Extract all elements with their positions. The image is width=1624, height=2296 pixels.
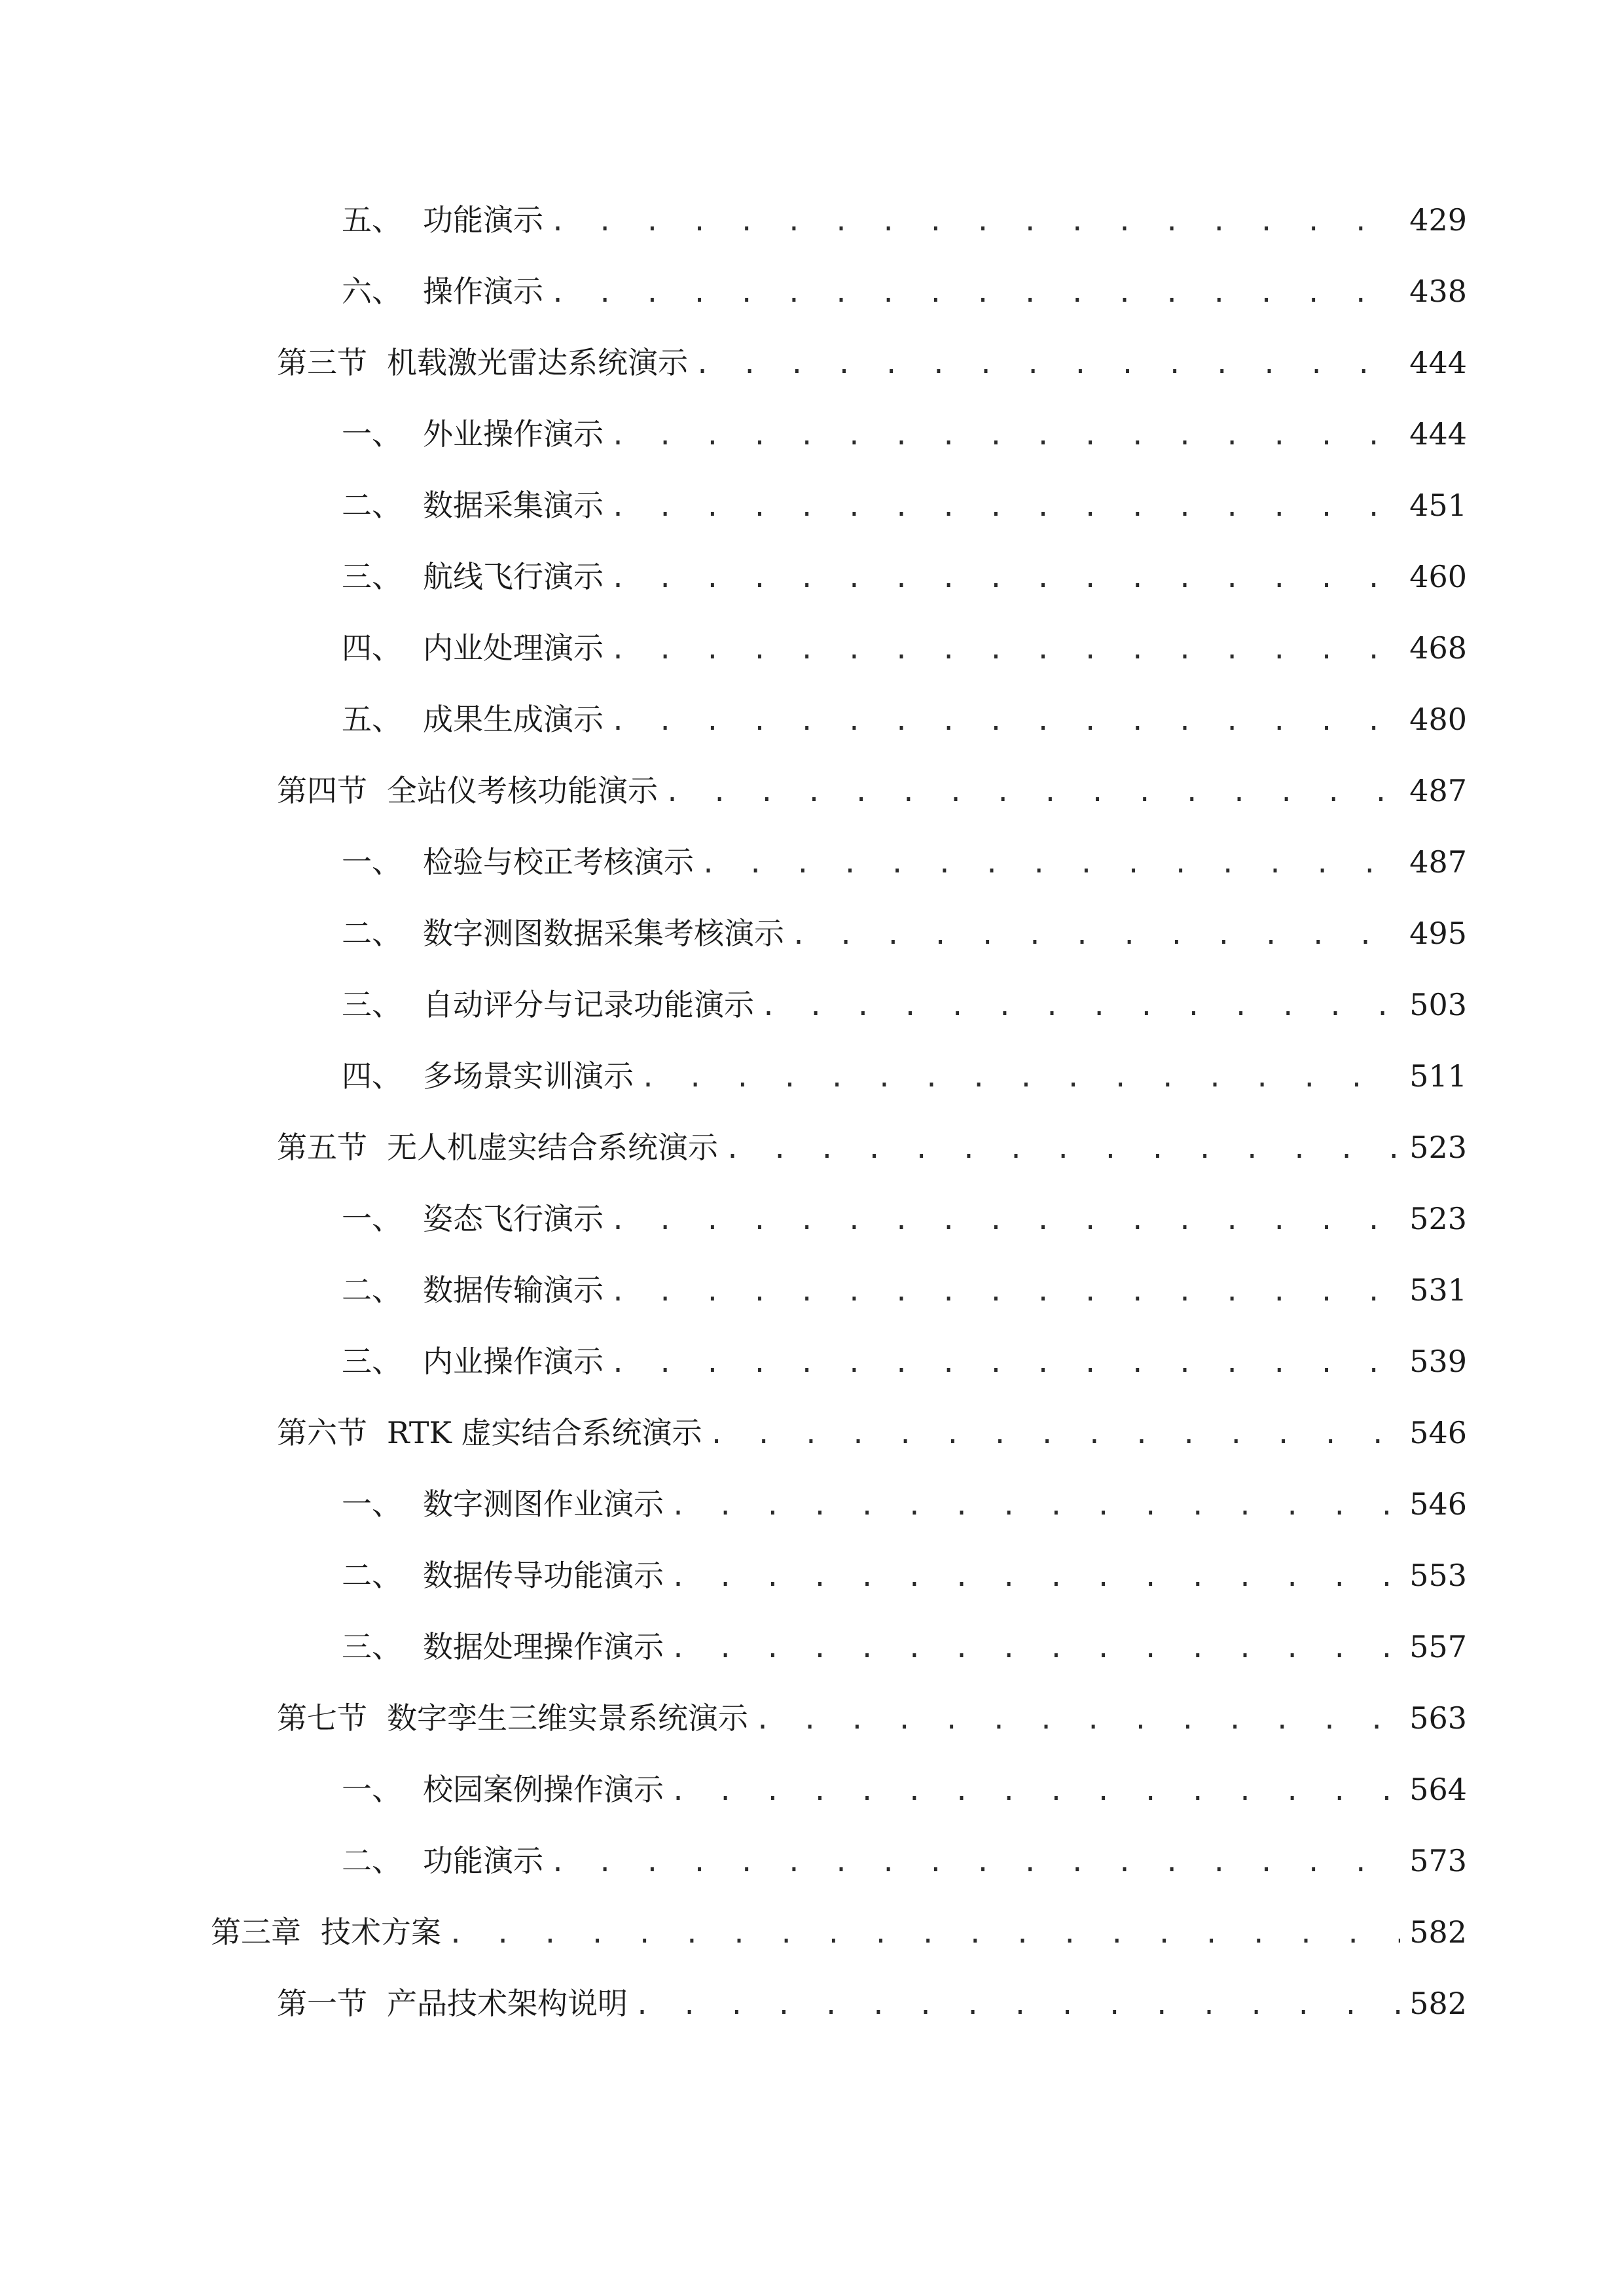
toc-entry-page: 495 <box>1409 916 1467 951</box>
toc-entry-page: 563 <box>1409 1700 1467 1736</box>
toc-entry-number: 二、 <box>342 1272 402 1308</box>
toc-entry[interactable] <box>277 1407 1467 1459</box>
toc-entry-number: 一、 <box>342 844 402 880</box>
dot-leader <box>761 980 1400 1033</box>
toc-entry-number: 四、 <box>342 630 402 666</box>
toc-entry[interactable] <box>342 1549 1467 1602</box>
toc-entry[interactable] <box>342 836 1467 888</box>
toc-entry-number: 三、 <box>342 559 402 594</box>
toc-entry-number: 第一节 <box>277 1986 367 2021</box>
toc-entry-page: 546 <box>1409 1486 1467 1522</box>
toc-entry[interactable] <box>211 1906 1467 1958</box>
toc-entry-number: 第六节 <box>277 1415 367 1450</box>
toc-entry-number: 第五节 <box>277 1130 367 1165</box>
toc-entry-title: 操作演示 <box>423 274 543 309</box>
toc-entry-page: 444 <box>1409 416 1467 452</box>
toc-entry-number: 第四节 <box>277 773 367 808</box>
dot-leader <box>610 624 1400 676</box>
toc-entry-page: 480 <box>1409 702 1467 737</box>
toc-entry[interactable] <box>342 1763 1467 1816</box>
toc-entry-number: 三、 <box>342 1344 402 1379</box>
toc-entry-title: 产品技术架构说明 <box>387 1986 628 2021</box>
toc-entry[interactable] <box>342 265 1467 317</box>
toc-entry-page: 487 <box>1409 773 1467 808</box>
dot-leader <box>670 1623 1400 1675</box>
toc-entry-number: 三、 <box>342 1629 402 1664</box>
dot-leader <box>610 552 1400 605</box>
dot-leader <box>550 196 1400 248</box>
dot-leader <box>695 338 1400 391</box>
dot-leader <box>664 766 1400 819</box>
toc-entry[interactable] <box>277 1121 1467 1174</box>
toc-entry[interactable] <box>342 1478 1467 1530</box>
toc-entry-page: 487 <box>1409 844 1467 880</box>
dot-leader <box>550 267 1400 319</box>
dot-leader <box>610 1194 1400 1247</box>
toc-entry-title: 机载激光雷达系统演示 <box>387 345 688 380</box>
toc-entry-page: 429 <box>1409 202 1467 238</box>
toc-entry-number: 第三章 <box>211 1914 301 1950</box>
toc-entry-number: 三、 <box>342 987 402 1022</box>
toc-entry-page: 564 <box>1409 1772 1467 1807</box>
toc-entry-title: 数字测图作业演示 <box>423 1486 664 1522</box>
toc-entry-title: 功能演示 <box>423 1843 543 1878</box>
toc-entry-number: 一、 <box>342 1772 402 1807</box>
toc-entry-page: 546 <box>1409 1415 1467 1450</box>
toc-entry-page: 539 <box>1409 1344 1467 1379</box>
toc-entry-page: 503 <box>1409 987 1467 1022</box>
dot-leader <box>700 838 1400 890</box>
toc-entry[interactable] <box>342 907 1467 960</box>
toc-entry[interactable] <box>342 1193 1467 1245</box>
toc-entry-number: 第七节 <box>277 1700 367 1736</box>
toc-entry-number: 二、 <box>342 1843 402 1878</box>
toc-entry[interactable] <box>342 1835 1467 1887</box>
toc-entry-title: 数据处理操作演示 <box>423 1629 664 1664</box>
toc-entry-number: 二、 <box>342 916 402 951</box>
toc-entry[interactable] <box>342 194 1467 246</box>
toc-entry-title: 数据采集演示 <box>423 488 604 523</box>
dot-leader <box>791 909 1400 961</box>
toc-entry-number: 二、 <box>342 1558 402 1593</box>
toc-entry-page: 444 <box>1409 345 1467 380</box>
toc-entry-title: 内业操作演示 <box>423 1344 604 1379</box>
toc-entry-page: 573 <box>1409 1843 1467 1878</box>
toc-entry-number: 五、 <box>342 202 402 238</box>
toc-entry-page: 468 <box>1409 630 1467 666</box>
toc-entry[interactable] <box>342 1621 1467 1673</box>
dot-leader <box>670 1480 1400 1532</box>
toc-entry-title: RTK 虚实结合系统演示 <box>387 1415 702 1450</box>
toc-entry-page: 523 <box>1409 1201 1467 1236</box>
toc-entry-title: 姿态飞行演示 <box>423 1201 604 1236</box>
toc-entry-title: 多场景实训演示 <box>423 1058 634 1094</box>
dot-leader <box>670 1765 1400 1818</box>
toc-entry-title: 自动评分与记录功能演示 <box>423 987 754 1022</box>
toc-entry-number: 一、 <box>342 1201 402 1236</box>
dot-leader <box>725 1123 1400 1175</box>
dot-leader <box>448 1908 1400 1960</box>
toc-entry-title: 数字测图数据采集考核演示 <box>423 916 784 951</box>
toc-entry[interactable] <box>342 693 1467 745</box>
toc-entry[interactable] <box>342 622 1467 674</box>
toc-entry[interactable] <box>277 1977 1467 2030</box>
toc-entry[interactable] <box>342 1335 1467 1388</box>
toc-entry-title: 校园案例操作演示 <box>423 1772 664 1807</box>
toc-entry-title: 全站仪考核功能演示 <box>387 773 658 808</box>
toc-entry[interactable] <box>277 1692 1467 1744</box>
toc-entry[interactable] <box>342 1264 1467 1316</box>
toc-entry-title: 无人机虚实结合系统演示 <box>387 1130 718 1165</box>
dot-leader <box>755 1694 1400 1746</box>
toc-entry-title: 技术方案 <box>321 1914 441 1950</box>
toc-entry-page: 451 <box>1409 488 1467 523</box>
dot-leader <box>610 1337 1400 1390</box>
toc-entry[interactable] <box>342 978 1467 1031</box>
dot-leader <box>709 1408 1401 1461</box>
toc-entry-number: 五、 <box>342 702 402 737</box>
toc-entry-number: 一、 <box>342 1486 402 1522</box>
toc-entry-page: 511 <box>1409 1058 1467 1094</box>
dot-leader <box>610 481 1400 533</box>
toc-entry-page: 523 <box>1409 1130 1467 1165</box>
toc-entry-title: 数据传导功能演示 <box>423 1558 664 1593</box>
toc-entry[interactable] <box>342 1050 1467 1102</box>
toc-entry-title: 外业操作演示 <box>423 416 604 452</box>
toc-entry[interactable] <box>277 764 1467 817</box>
toc-entry-number: 第三节 <box>277 345 367 380</box>
toc-entry[interactable] <box>342 550 1467 603</box>
toc-entry-title: 成果生成演示 <box>423 702 604 737</box>
toc-entry-title: 功能演示 <box>423 202 543 238</box>
toc-entry[interactable] <box>277 336 1467 389</box>
dot-leader <box>610 410 1400 462</box>
toc-entry-number: 四、 <box>342 1058 402 1094</box>
toc-entry-page: 557 <box>1409 1629 1467 1664</box>
toc-entry[interactable] <box>342 408 1467 460</box>
toc-entry[interactable] <box>342 479 1467 531</box>
dot-leader <box>610 1266 1400 1318</box>
dot-leader <box>634 1979 1400 2032</box>
toc-entry-number: 六、 <box>342 274 402 309</box>
toc-entry-title: 检验与校正考核演示 <box>423 844 694 880</box>
toc-entry-page: 582 <box>1409 1914 1467 1950</box>
toc-entry-page: 553 <box>1409 1558 1467 1593</box>
dot-leader <box>550 1837 1400 1889</box>
toc-entry-page: 531 <box>1409 1272 1467 1308</box>
toc-entry-page: 460 <box>1409 559 1467 594</box>
toc-entry-title: 数字孪生三维实景系统演示 <box>387 1700 748 1736</box>
toc-entry-page: 438 <box>1409 274 1467 309</box>
dot-leader <box>670 1551 1400 1604</box>
toc-entry-title: 内业处理演示 <box>423 630 604 666</box>
toc-entry-title: 航线飞行演示 <box>423 559 604 594</box>
toc-entry-number: 一、 <box>342 416 402 452</box>
toc-entry-number: 二、 <box>342 488 402 523</box>
dot-leader <box>610 695 1400 747</box>
dot-leader <box>640 1052 1400 1104</box>
toc-entry-title: 数据传输演示 <box>423 1272 604 1308</box>
toc-entry-page: 582 <box>1409 1986 1467 2021</box>
